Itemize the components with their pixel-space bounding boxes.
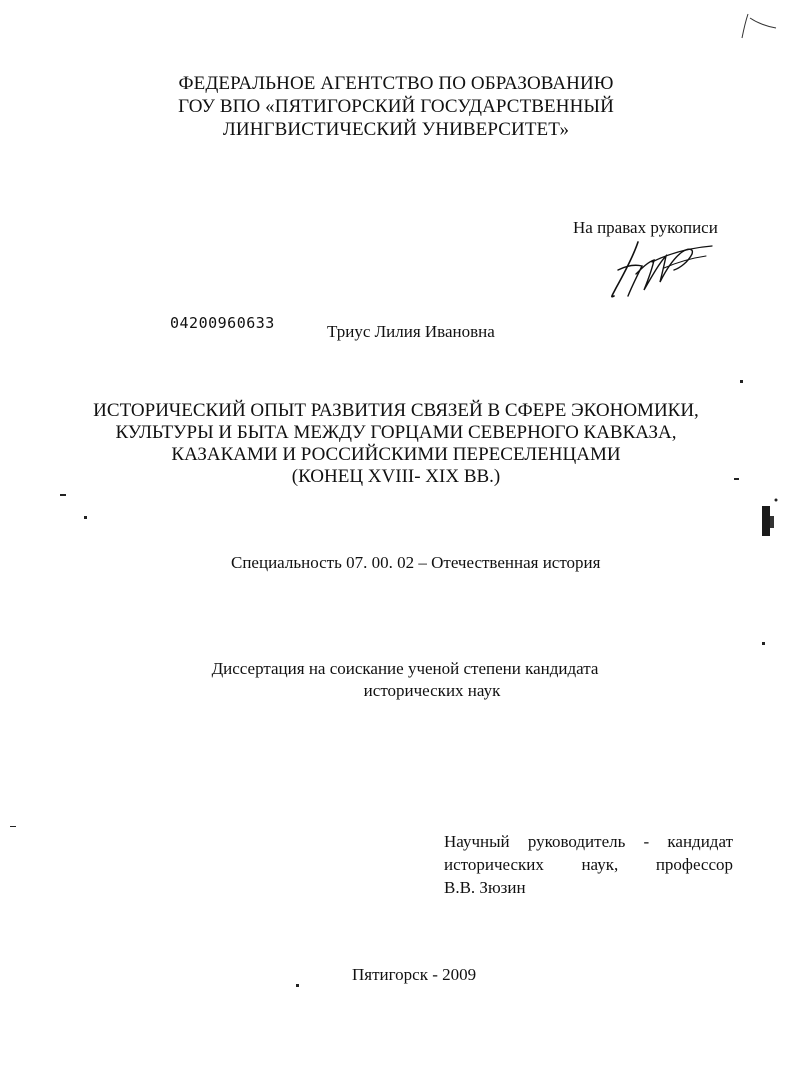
title-line-4: (КОНЕЦ XVIII- XIX ВВ.) <box>291 466 501 487</box>
speck <box>84 516 87 519</box>
title-line-3: КАЗАКАМИ И РОССИЙСКИМИ ПЕРЕСЕЛЕНЦАМИ <box>171 444 621 465</box>
supervisor-line-2: исторических наук, профессор <box>444 855 733 874</box>
speck <box>762 642 765 645</box>
dissertation-degree <box>0 658 792 702</box>
handwritten-signature <box>608 240 718 302</box>
degree-line-2: исторических наук <box>363 681 501 700</box>
supervisor-block <box>444 830 733 899</box>
author-name: Триус Лилия Ивановна <box>327 322 495 341</box>
header-line-1: ФЕДЕРАЛЬНОЕ АГЕНТСТВО ПО ОБРАЗОВАНИЮ <box>178 73 614 94</box>
header-line-3: ЛИНГВИСТИЧЕСКИЙ УНИВЕРСИТЕТ» <box>222 119 570 140</box>
speck <box>740 380 743 383</box>
edge-scan-mark <box>756 492 786 552</box>
title-line-1: ИСТОРИЧЕСКИЙ ОПЫТ РАЗВИТИЯ СВЯЗЕЙ В СФЕРЕ ЭКОНОМИКИ, <box>93 400 699 421</box>
rights-note: На правах рукописи <box>573 218 718 237</box>
corner-scan-mark <box>736 8 786 48</box>
dissertation-title <box>0 400 792 488</box>
registration-number: 04200960633 <box>170 314 275 332</box>
city-year: Пятигорск - 2009 <box>352 965 477 984</box>
supervisor-line-3: В.В. Зюзин <box>444 878 526 897</box>
degree-line-1: Диссертация на соискание ученой степени кандидата <box>211 659 599 678</box>
speck <box>10 826 16 827</box>
speck <box>734 478 739 480</box>
speck <box>296 984 299 987</box>
specialty-line: Специальность 07. 00. 02 – Отечественная история <box>231 553 601 572</box>
title-line-2: КУЛЬТУРЫ И БЫТА МЕЖДУ ГОРЦАМИ СЕВЕРНОГО КАВКАЗА, <box>115 422 677 443</box>
institution-header <box>0 72 792 141</box>
supervisor-line-1: Научный руководитель - кандидат <box>444 832 733 851</box>
speck <box>60 494 66 496</box>
header-line-2: ГОУ ВПО «ПЯТИГОРСКИЙ ГОСУДАРСТВЕННЫЙ <box>178 96 614 117</box>
